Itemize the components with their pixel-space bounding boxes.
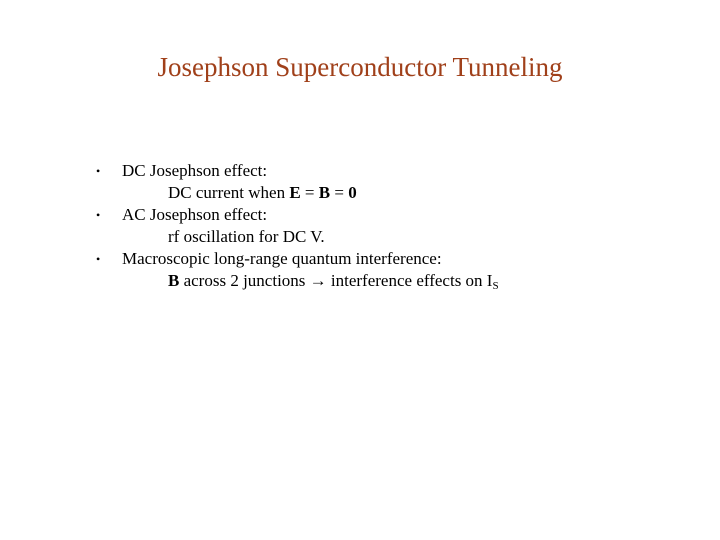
- e-field-symbol: E: [289, 183, 301, 202]
- bullet-icon: •: [96, 164, 101, 178]
- bullet-icon: •: [96, 208, 101, 222]
- bullet-icon: •: [96, 252, 101, 266]
- bullet-heading: AC Josephson effect:: [122, 205, 268, 224]
- detail-prefix: DC current when: [168, 183, 290, 202]
- bullet-detail: [96, 226, 696, 248]
- b-field-symbol: B: [318, 183, 331, 202]
- bullet-detail: [96, 270, 696, 292]
- b-field-symbol: B: [168, 271, 180, 290]
- bullet-detail: [96, 182, 696, 204]
- subscript-s: S: [492, 280, 499, 292]
- bullet-item: [96, 160, 696, 182]
- detail-text: rf oscillation for DC V.: [168, 227, 325, 246]
- equals-sign: =: [330, 183, 349, 202]
- zero-value: 0: [348, 183, 357, 202]
- bullet-list: [96, 160, 696, 292]
- bullet-item: [96, 248, 696, 270]
- detail-text: across 2 junctions → interference effects on I: [179, 271, 493, 290]
- equals-sign: =: [300, 183, 319, 202]
- bullet-item: [96, 204, 696, 226]
- slide-title: Josephson Superconductor Tunneling: [157, 52, 563, 82]
- bullet-heading: DC Josephson effect:: [122, 161, 268, 180]
- bullet-heading: Macroscopic long-range quantum interference:: [122, 249, 442, 268]
